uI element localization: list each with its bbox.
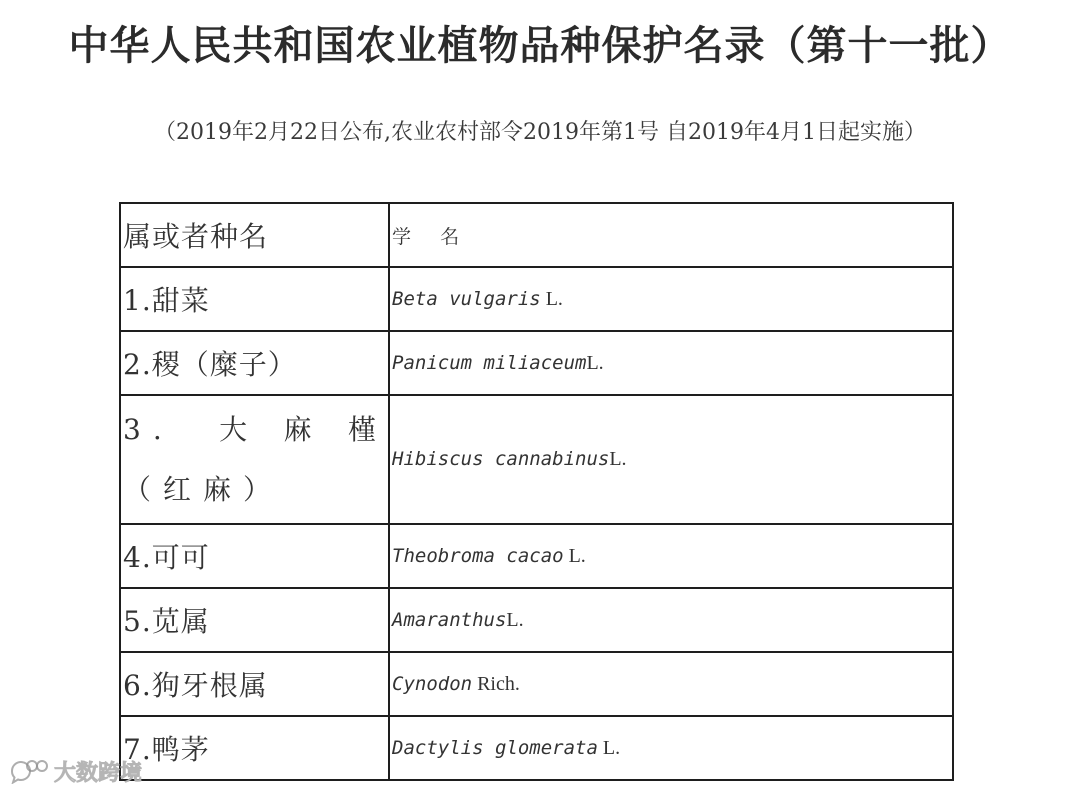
- header-scientific-name: 学 名: [389, 203, 953, 267]
- row-scientific-cell: [389, 588, 953, 652]
- table-row: [120, 588, 953, 652]
- authority: L.: [586, 351, 604, 374]
- scientific-name: Panicum miliaceum: [392, 351, 587, 374]
- page-title: 中华人民共和国农业植物品种保护名录（第十一批）: [68, 23, 1012, 69]
- scientific-name: Cynodon: [392, 672, 473, 695]
- authority: Rich.: [472, 672, 520, 695]
- row-scientific-cell: [389, 267, 953, 331]
- row-scientific-cell: [389, 524, 953, 588]
- watermark: [6, 756, 142, 786]
- scientific-name: Amaranthus: [392, 608, 507, 631]
- table-row: [120, 395, 953, 524]
- bubble-logo-icon: [6, 758, 50, 784]
- table-row: [120, 267, 953, 331]
- scientific-name: Theobroma cacao: [392, 544, 564, 567]
- row-scientific-cell: [389, 395, 953, 524]
- row-name: 7.鸭茅: [120, 716, 389, 780]
- authority: L.: [540, 287, 563, 310]
- row-name: 1.甜菜: [120, 267, 389, 331]
- row-name: 4.可可: [120, 524, 389, 588]
- table-row: [120, 524, 953, 588]
- authority: L.: [597, 736, 621, 759]
- row-scientific-cell: [389, 716, 953, 780]
- scientific-name: Beta vulgaris: [392, 287, 541, 310]
- row-name: 6.狗牙根属: [120, 652, 389, 716]
- scientific-name: Hibiscus cannabinus: [392, 448, 610, 470]
- row-name: 5.苋属: [120, 588, 389, 652]
- row-name: 3. 大麻槿（红麻）: [120, 395, 389, 524]
- scientific-name: Dactylis glomerata: [392, 736, 598, 759]
- authority: L.: [609, 448, 627, 470]
- table-row: [120, 652, 953, 716]
- row-scientific-cell: [389, 652, 953, 716]
- header-genus-species: 属或者种名: [120, 203, 389, 267]
- row-name: 2.稷（糜子）: [120, 331, 389, 395]
- page-subtitle: （2019年2月22日公布,农业农村部令2019年第1号 自2019年4月1日起实施）: [154, 120, 926, 145]
- table-row: [120, 716, 953, 780]
- watermark-text: 大数跨境: [54, 760, 143, 786]
- table-header-row: [120, 203, 953, 267]
- row-scientific-cell: [389, 331, 953, 395]
- table-row: [120, 331, 953, 395]
- authority: L.: [563, 544, 586, 567]
- variety-catalog-table: [119, 202, 954, 781]
- authority: L.: [506, 608, 524, 631]
